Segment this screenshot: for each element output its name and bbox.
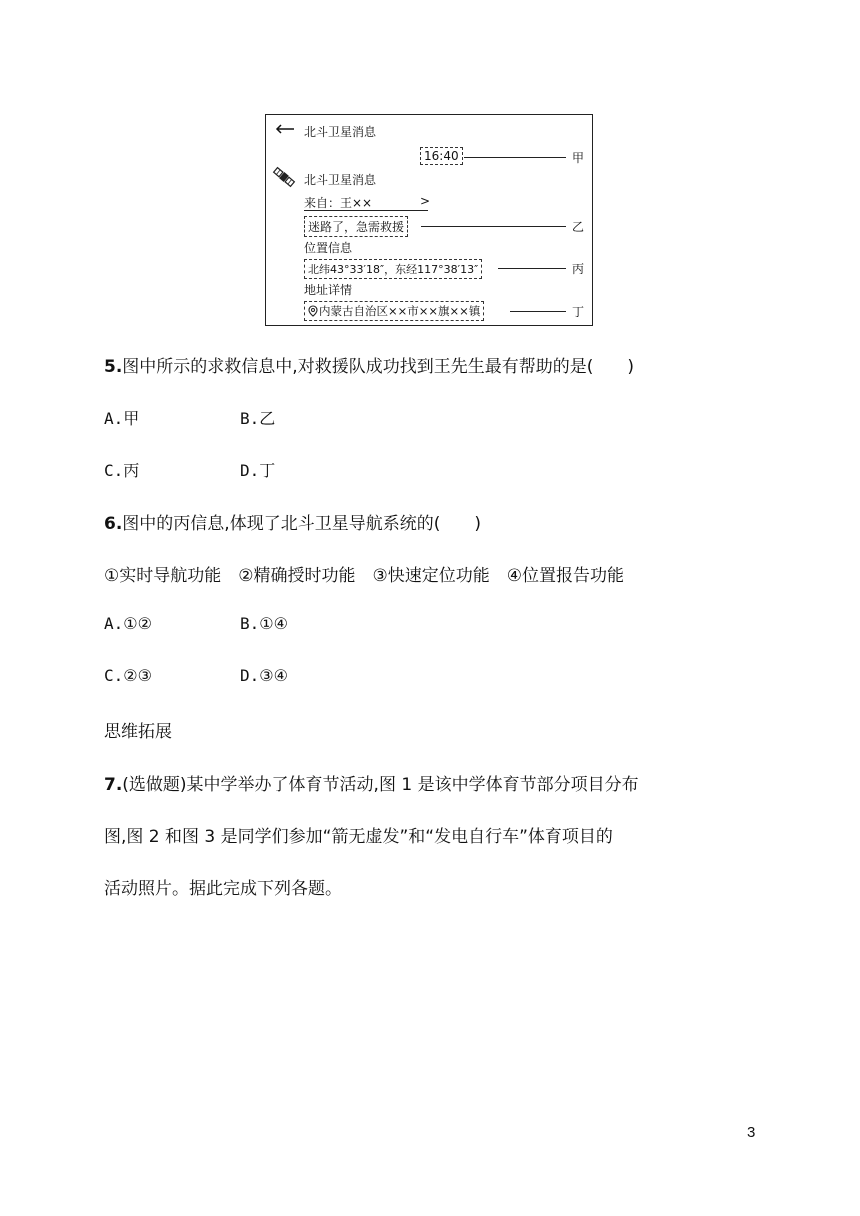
header-title: 北斗卫星消息 [304, 125, 377, 139]
message-title: 北斗卫星消息 [304, 173, 377, 187]
callout-label-yi: 乙 [572, 220, 585, 234]
question-5-text: 图中所示的求救信息中,对救援队成功找到王先生最有帮助的是( ) [122, 357, 634, 377]
question-7-number: 7. [104, 775, 123, 795]
page-number: 3 [747, 1124, 756, 1141]
time-box: 16:40 [420, 147, 463, 165]
address-label: 地址详情 [304, 283, 353, 297]
question-5 [104, 352, 634, 377]
callout-label-ding: 丁 [572, 305, 585, 319]
from-sender: 来自：王×× [304, 196, 373, 210]
q5-option-b: B.乙 [240, 409, 276, 428]
callout-line-ding [510, 311, 566, 312]
address-box [304, 301, 484, 321]
help-message-box: 迷路了，急需救援 [304, 216, 408, 237]
beidou-message-figure [265, 114, 593, 326]
satellite-icon [272, 165, 296, 189]
section-heading: 思维拓展 [104, 722, 172, 742]
back-arrow-icon [275, 124, 295, 134]
q5-option-a: A.甲 [104, 409, 140, 428]
chevron-right-icon: > [420, 194, 431, 208]
question-7-line-2: 图,图 2 和图 3 是同学们参加“箭无虚发”和“发电自行车”体育项目的 [104, 827, 613, 847]
callout-label-bing: 丙 [572, 262, 585, 276]
callout-line-jia [464, 157, 566, 158]
callout-line-yi [421, 226, 566, 227]
callout-line-bing [498, 268, 566, 269]
location-pin-icon [308, 305, 318, 317]
question-6-text: 图中的丙信息,体现了北斗卫星导航系统的( ) [122, 514, 481, 534]
question-6-number: 6. [104, 514, 123, 534]
question-6 [104, 509, 481, 534]
question-5-number: 5. [104, 357, 123, 377]
question-7-text-1: (选做题)某中学举办了体育节活动,图 1 是该中学体育节部分项目分布 [122, 775, 639, 795]
coordinates-box: 北纬43°33′18″，东经117°38′13″ [304, 259, 482, 279]
q5-option-c: C.丙 [104, 461, 140, 480]
q6-option-d: D.③④ [240, 666, 288, 685]
question-7-line-3: 活动照片。据此完成下列各题。 [104, 879, 342, 899]
q6-option-a: A.①② [104, 614, 152, 633]
question-7-line-1 [104, 770, 639, 795]
q6-option-c: C.②③ [104, 666, 152, 685]
callout-label-jia: 甲 [572, 151, 585, 165]
q5-option-d: D.丁 [240, 461, 276, 480]
address-text: 内蒙古自治区××市××旗××镇 [319, 304, 481, 318]
from-underline [304, 210, 428, 211]
q6-option-b: B.①④ [240, 614, 288, 633]
location-label: 位置信息 [304, 241, 353, 255]
q6-statements: ①实时导航功能 ②精确授时功能 ③快速定位功能 ④位置报告功能 [104, 566, 624, 586]
